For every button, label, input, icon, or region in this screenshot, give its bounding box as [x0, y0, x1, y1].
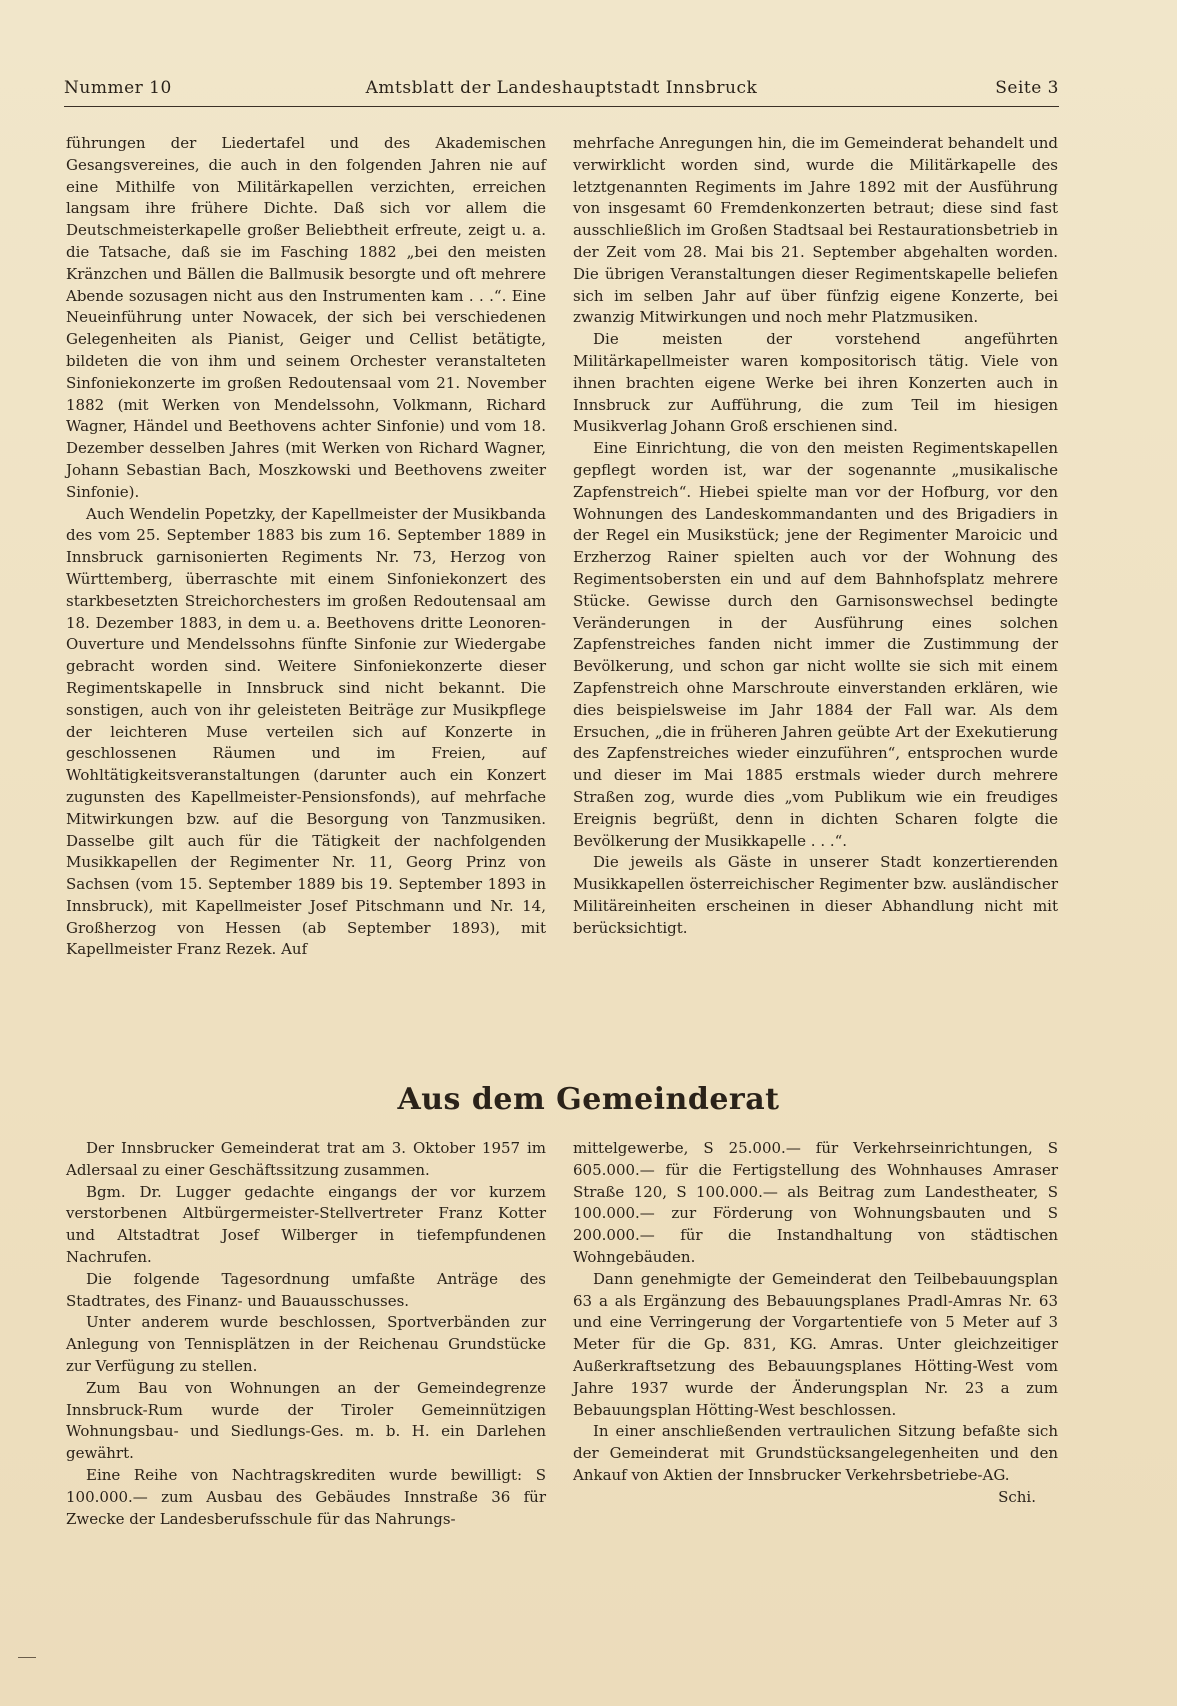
paragraph: Eine Einrichtung, die von den meisten Regimentskapellen gepflegt worden ist, war der sogenannte „musikalische Zapfenstreich“. Hiebei spielte man vor der Hofburg, vor den Wohnungen des Landeskommandanten und des Brigadiers in der Regel ein Musikstück; jene der Regimenter Maroicic und Erzherzog Rainer spielten auch vor der Wohnung des Regimentsobersten ein und auf dem Bahnhofsplatz mehrere Stücke. Gewisse durch den Garnisonswechsel bedingte Veränderungen in der Ausführung eines solchen Zapfenstreiches fanden nicht immer die Zustimmung der Bevölkerung, und schon gar nicht wollte sie sich mit einem Zapfenstreich ohne Marschroute einverstanden erklären, wie dies beispielsweise im Jahr 1884 der Fall war. Als dem Ersuchen, „die in früheren Jahren geübte Art der Exekutierung des Zapfenstreiches wieder einzuführen“, entsprochen wurde und dieser im Mai 1885 erstmals wieder durch mehrere Straßen zog, wurde dies „vom Publikum wie ein freudiges Ereignis begrüßt, denn in dichten Scharen folgte die Bevölkerung der Musikkapelle . . .“. — [573, 439, 1058, 850]
paragraph: Zum Bau von Wohnungen an der Gemeindegrenze Innsbruck-Rum wurde der Tiroler Gemeinnützigen Wohnungsbau- und Siedlungs-Ges. m. b. H. ein Darlehen gewährt. — [66, 1378, 546, 1463]
paragraph: Die meisten der vorstehend angeführten Militärkapellmeister waren kompositorisch tätig. Viele von ihnen brachten eigene Werke bei ihren Konzerten auch in Innsbruck zur Aufführung, die zum Teil im hiesigen Musikverlag Johann Groß erschienen sind. — [573, 330, 1058, 436]
margin-mark — [18, 1657, 36, 1658]
paragraph — [573, 1421, 1058, 1506]
paragraph: Die folgende Tagesordnung umfaßte Anträge des Stadtrates, des Finanz- und Bauausschusses. — [66, 1269, 546, 1310]
paragraph: Dann genehmigte der Gemeinderat den Teilbebauungsplan 63 a als Ergänzung des Bebauungsplanes Pradl-Amras Nr. 63 und eine Verringerung der Vorgartentiefe von 5 Meter auf 3 Meter für die Gp. 831, KG. Amras. Unter gleichzeitiger Außerkraftsetzung des Bebauungsplanes Hötting-West vom Jahre 1937 wurde der Änderungsplan Nr. 23 a zum Bebauungsplan Hötting-West beschlossen. — [573, 1269, 1058, 1419]
paragraph: Bgm. Dr. Lugger gedachte eingangs der vor kurzem verstorbenen Altbürgermeister-Stellvertreter Franz Kotter und Altstadtrat Josef Wilberger in tiefempfundenen Nachrufen. — [66, 1182, 546, 1266]
author-signature: Schi. — [998, 1487, 1036, 1506]
paragraph: Auch Wendelin Popetzky, der Kapellmeister der Musikbanda des vom 25. September 1883 bis zum 16. September 1889 in Innsbruck garnisonierten Regiments Nr. 73, Herzog von Württemberg, überraschte mit einem Sinfoniekonzert des starkbesetzten Streichorchesters im großen Redoutensaal am 18. Dezember 1883, in dem u. a. Beethovens dritte Leonoren-Ouverture und Mendelssohns fünfte Sinfonie zur Wiedergabe gebracht worden sind. Weitere Sinfoniekonzerte dieser Regimentskapelle in Innsbruck sind nicht bekannt. Die sonstigen, auch von ihr geleisteten Beiträge zur Musikpflege der leichteren Muse verteilen sich auf Konzerte in geschlossenen Räumen und im Freien, auf Wohltätigkeitsveranstaltungen (darunter auch ein Konzert zugunsten des Kapellmeister-Pensionsfonds), auf mehrfache Mitwirkungen bzw. auf die Besorgung von Tanzmusiken. Dasselbe gilt auch für die Tätigkeit der nachfolgenden Musikkapellen der Regimenter Nr. 11, Georg Prinz von Sachsen (vom 15. September 1889 bis 19. September 1893 in Innsbruck), mit Kapellmeister Josef Pitschmann und Nr. 14, Großherzog von Hessen (ab September 1893), mit Kapellmeister Franz Rezek. Auf — [66, 504, 546, 959]
page-header — [64, 78, 1059, 100]
paragraph: Der Innsbrucker Gemeinderat trat am 3. Oktober 1957 im Adlersaal zu einer Geschäftssitzung zusammen. — [66, 1139, 546, 1179]
paragraph: mehrfache Anregungen hin, die im Gemeinderat behandelt und verwirklicht worden sind, wurde die Militärkapelle des letztgenannten Regiments im Jahre 1892 mit der Ausführung von insgesamt 60 Fremdenkonzerten betraut; diese sind fast ausschließlich im Großen Stadtsaal bei Restaurationsbetrieb in der Zeit vom 28. Mai bis 21. September abgehalten worden. Die übrigen Veranstaltungen dieser Regimentskapelle beliefen sich im selben Jahr auf über fünfzig eigene Konzerte, bei zwanzig Mitwirkungen und noch mehr Platzmusiken. — [573, 134, 1058, 327]
page-number: Seite 3 — [995, 78, 1059, 98]
publication-title: Amtsblatt der Landeshauptstadt Innsbruck — [365, 78, 758, 98]
paragraph: Unter anderem wurde beschlossen, Sportverbänden zur Anlegung von Tennisplätzen in der Reichenau Grundstücke zur Verfügung zu stellen. — [66, 1313, 546, 1375]
issue-number: Nummer 10 — [64, 78, 172, 98]
article-continued-right-column — [573, 133, 1058, 1048]
paragraph: führungen der Liedertafel und des Akademischen Gesangsvereines, die auch in den folgenden Jahren nie auf eine Mithilfe von Militärkapellen verzichten, erreichen langsam ihre frühere Dichte. Daß sich vor allem die Deutschmeisterkapelle großer Beliebtheit erfreute, zeigt u. a. die Tatsache, daß sie im Fasching 1882 „bei den meisten Kränzchen und Bällen die Ballmusik besorgte und oft mehrere Abende sozusagen nicht aus den Instrumenten kam . . .“. Eine Neueinführung unter Nowacek, der sich bei verschiedenen Gelegenheiten als Pianist, Geiger und Cellist betätigte, bildeten die von ihm und seinem Orchester veranstalteten Sinfoniekonzerte im großen Redoutensaal vom 21. November 1882 (mit Werken von Mendelssohn, Volkmann, Richard Wagner, Händel und Beethovens achter Sinfonie) und vom 18. Dezember desselben Jahres (mit Werken von Richard Wagner, Johann Sebastian Bach, Moszkowski und Beethovens zweiter Sinfonie). — [66, 134, 546, 501]
article-continued-left-column — [66, 133, 546, 1048]
council-report-left-column — [66, 1138, 546, 1658]
paragraph: Eine Reihe von Nachtragskrediten wurde bewilligt: S 100.000.— zum Ausbau des Gebäudes Innstraße 36 für Zwecke der Landesberufsschule für das Nahrungs- — [66, 1465, 546, 1528]
header-rule — [64, 106, 1059, 107]
paragraph: Die jeweils als Gäste in unserer Stadt konzertierenden Musikkapellen österreichischer Regimenter bzw. ausländischer Militäreinheiten erscheinen in dieser Abhandlung nicht mit berücksichtigt. — [573, 853, 1058, 937]
council-report-right-column — [573, 1138, 1058, 1658]
paragraph: mittelgewerbe, S 25.000.— für Verkehrseinrichtungen, S 605.000.— für die Fertigstellung des Wohnhauses Amraser Straße 120, S 100.000.— als Beitrag zum Landestheater, S 100.000.— zur Förderung von Wohnungsbauten und S 200.000.— für die Instandhaltung von städtischen Wohngebäuden. — [573, 1139, 1058, 1266]
paragraph-text: In einer anschließenden vertraulichen Sitzung befaßte sich der Gemeinderat mit Grundstücksangelegenheiten und den Ankauf von Aktien der Innsbrucker Verkehrsbetriebe-AG. — [573, 1422, 1058, 1484]
section-headline: Aus dem Gemeinderat — [397, 1082, 780, 1117]
